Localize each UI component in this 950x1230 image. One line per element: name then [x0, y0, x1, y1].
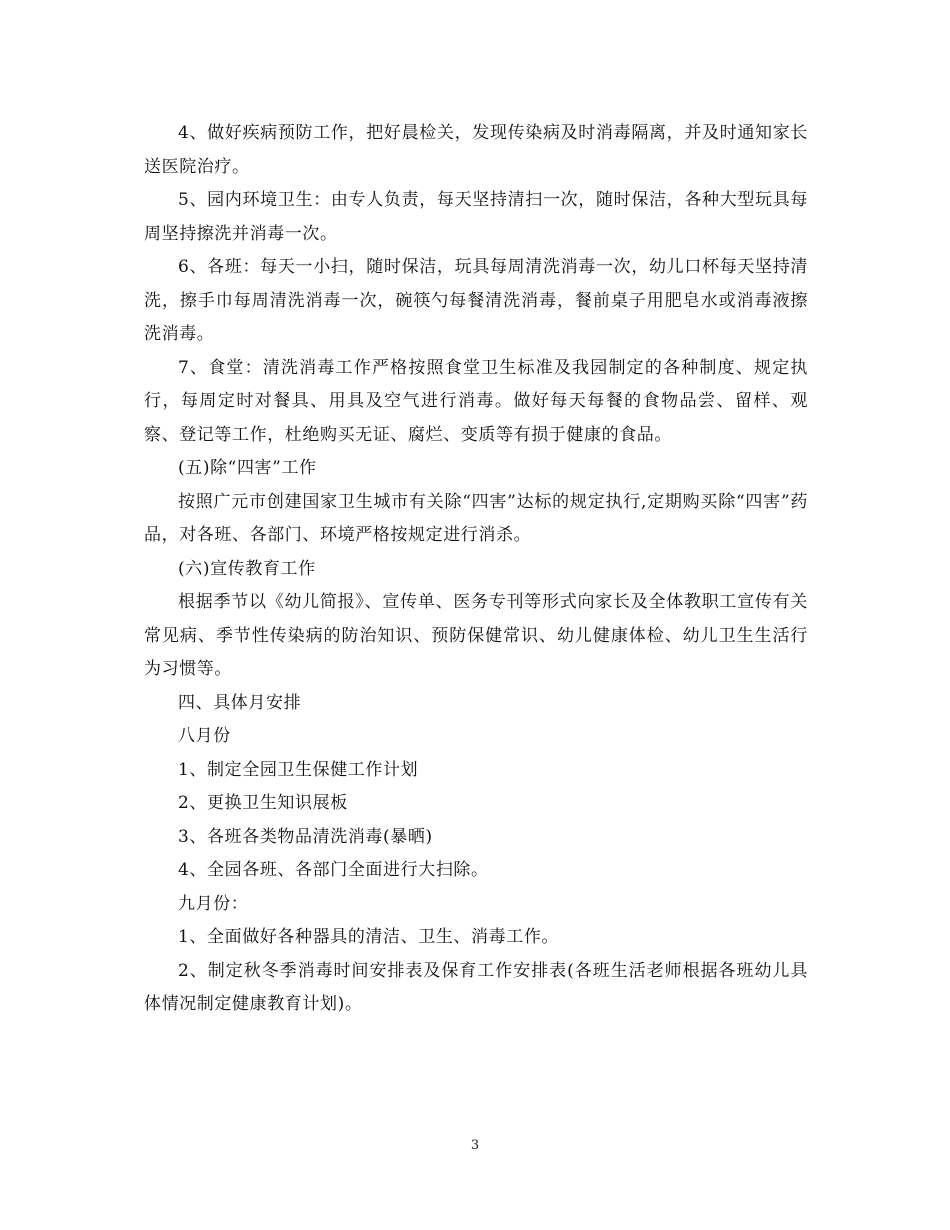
paragraph-class-cleaning: 6、各班：每天一小扫，随时保洁，玩具每周清洗消毒一次，幼儿口杯每天坚持清洗，擦手巾每周清洗消毒一次，碗筷勺每餐清洗消毒，餐前桌子用肥皂水或消毒液擦洗消毒。 [144, 257, 808, 344]
section-heading-education: (六)宣传教育工作 [178, 558, 316, 579]
list-item-september-1: 1、全面做好各种器具的清洁、卫生、消毒工作。 [178, 927, 560, 947]
section-heading-monthly-plan: 四、具体月安排 [178, 692, 302, 713]
list-item-august-1: 1、制定全园卫生保健工作计划 [178, 759, 419, 780]
list-item-august-2: 2、更换卫生知识展板 [178, 793, 348, 813]
month-heading-september: 九月份： [178, 893, 249, 914]
paragraph-canteen: 7、食堂：清洗消毒工作严格按照食堂卫生标准及我园制定的各种制度、规定执行，每周定时对餐具、用具及空气进行消毒。做好每天每餐的食物品尝、留样、观察、登记等工作，杜绝购买无证、腐烂、变质等有损于健康的食品。 [144, 357, 808, 445]
body-text [144, 117, 808, 1022]
month-heading-august: 八月份 [178, 726, 231, 746]
section-heading-pest-control: (五)除“四害”工作 [178, 458, 317, 478]
paragraph-campus-hygiene: 5、园内环境卫生：由专人负责，每天坚持清扫一次，随时保洁，各种大型玩具每周坚持擦洗并消毒一次。 [144, 190, 808, 244]
paragraph-education: 根据季节以《幼儿简报》、宣传单、医务专刊等形式向家长及全体教职工宣传有关常见病、季节性传染病的防治知识、预防保健常识、幼儿健康体检、幼儿卫生生活行为习惯等。 [144, 592, 808, 679]
paragraph-disease-prevention: 4、做好疾病预防工作，把好晨检关，发现传染病及时消毒隔离，并及时通知家长送医院治疗。 [144, 123, 808, 177]
list-item-august-4: 4、全园各班、各部门全面进行大扫除。 [178, 860, 489, 880]
list-item-august-3: 3、各班各类物品清洗消毒(暴晒) [178, 826, 433, 847]
list-item-september-2: 2、制定秋冬季消毒时间安排表及保育工作安排表(各班生活老师根据各班幼儿具体情况制定健康教育计划)。 [144, 960, 808, 1014]
paragraph-pest-control: 按照广元市创建国家卫生城市有关除“四害”达标的规定执行,定期购买除“四害”药品，对各班、各部门、环境严格按规定进行消杀。 [144, 491, 808, 545]
page-number: 3 [470, 1138, 480, 1153]
